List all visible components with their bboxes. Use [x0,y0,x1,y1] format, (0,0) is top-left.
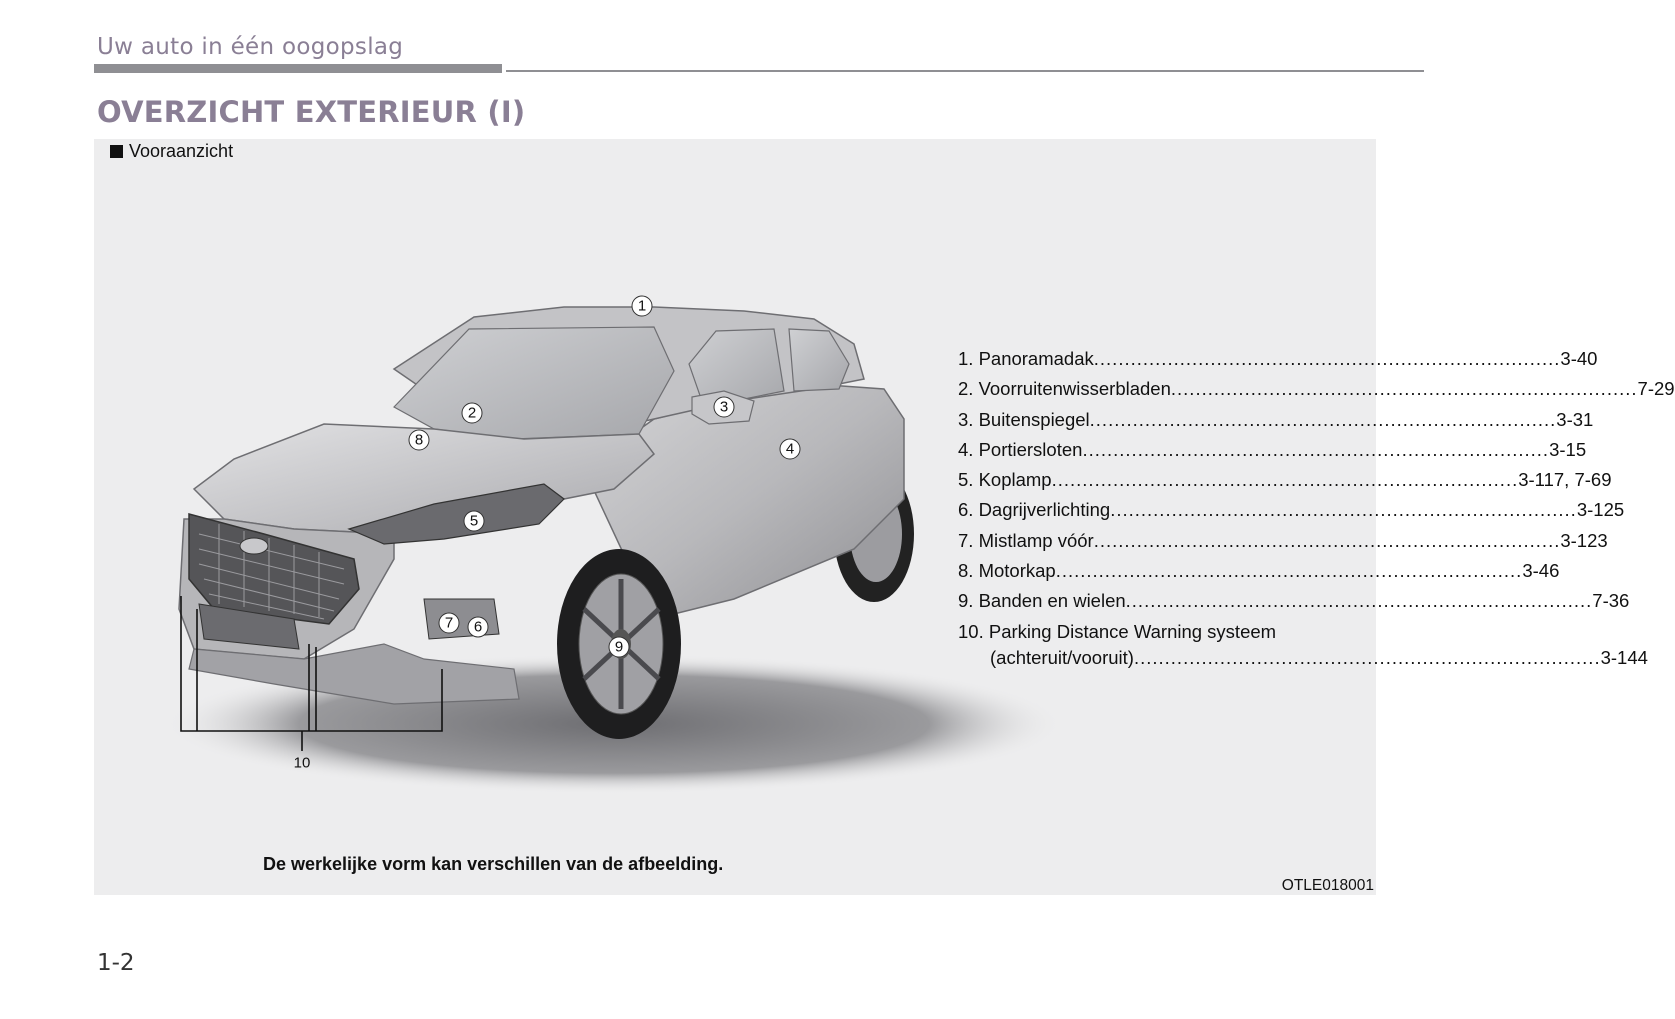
legend-item [958,408,1594,439]
legend-item-label: 1. Panoramadak [958,348,1094,369]
callout-2-number: 2 [467,404,477,422]
legend-item [958,438,1587,469]
leader-dots: ............................................................................ [1170,378,1638,400]
figure-code: OTLE018001 [1281,877,1374,894]
leader-dots: ............................................................................ [1093,529,1561,551]
hyundai-logo [240,538,268,554]
header-rule-thick [94,64,502,73]
legend-item-label-line2: (achteruit/vooruit) [990,646,1134,668]
callout-8-number: 8 [414,431,424,449]
legend-item-label: 5. Koplamp [958,469,1052,491]
legend-item-label: 7. Mistlamp vóór [958,529,1094,551]
legend-item-page: 7-29 [1637,378,1675,400]
callout-7-number: 7 [444,614,454,632]
legend-item [958,620,1648,669]
callout-4-number: 4 [785,440,795,458]
legend-item-continuation [958,646,1648,669]
legend-item-page: 3-144 [1600,646,1648,668]
fog-lamp-housing [424,599,499,639]
leader-dots: ............................................................................ [1055,560,1523,582]
legend-item-label: 3. Buitenspiegel [958,408,1090,430]
leader-dots: ............................................................................ [1051,469,1519,491]
legend-item-label: 2. Voorruitenwisserbladen [958,378,1171,400]
leader-dots: ............................................................................ [1089,408,1557,430]
legend-item-label: 6. Dagrijverlichting [958,499,1111,521]
legend-item [958,348,1598,378]
legend-item-page: 3-125 [1576,499,1625,521]
legend-item-page: 3-31 [1556,408,1594,430]
callout-10-number: 10 [293,754,311,772]
legend-item-label: 9. Banden en wielen [958,590,1126,612]
legend-item-label: 10. Parking Distance Warning systeem [958,620,1277,642]
legend-item-page: 3-123 [1560,529,1608,551]
page-number: 1-2 [97,950,135,976]
legend-item-page: 3-46 [1522,560,1560,582]
callout-1-number: 1 [637,297,647,315]
leader-dots: ............................................................................ [1133,646,1601,668]
section-label-text: Vooraanzicht [129,141,234,161]
chapter-title: Uw auto in één oogopslag [97,34,404,60]
legend-item [958,560,1560,590]
legend-item [958,378,1675,408]
legend-list [958,348,1675,669]
legend-item [958,469,1612,499]
callout-6-number: 6 [473,618,483,636]
legend-item [958,590,1630,620]
leader-dots: ............................................................................ [1110,499,1577,521]
page-title: OVERZICHT EXTERIEUR (I) [97,95,526,129]
figure-disclaimer: De werkelijke vorm kan verschillen van de afbeelding. [263,854,724,874]
legend-item [958,499,1625,529]
legend-item [958,529,1608,560]
callout-5-number: 5 [469,512,479,530]
header-rule-thin [506,70,1424,72]
leader-dots: ............................................................................ [1082,438,1550,460]
callout-3-number: 3 [719,398,729,416]
legend-item-page: 3-40 [1560,348,1598,369]
leader-dots: ............................................................................ [1093,348,1561,369]
legend-item-label: 8. Motorkap [958,560,1056,582]
legend-item-page: 3-15 [1549,438,1587,460]
legend-item-page: 3-117, 7-69 [1518,469,1612,491]
leader-dots: ............................................................................ [1125,590,1593,612]
callout-9-number: 9 [614,638,624,656]
legend-item-page: 7-36 [1592,590,1630,612]
legend-item-label: 4. Portiersloten [958,438,1083,460]
